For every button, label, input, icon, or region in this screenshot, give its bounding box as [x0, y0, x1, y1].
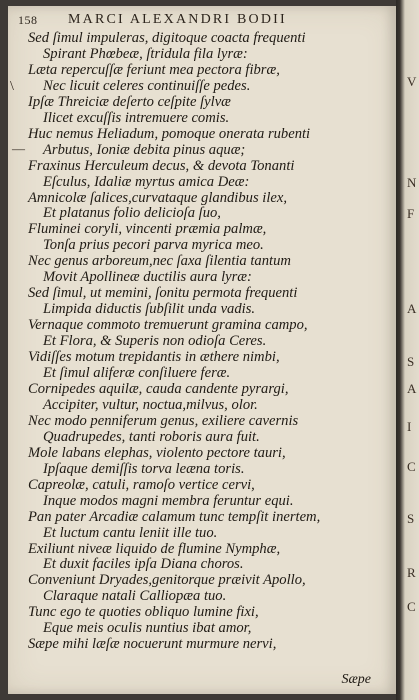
verse-line: Et platanus folio delicioſa ſuo,: [43, 205, 221, 222]
verse-line: Conveniunt Dryades,genitorque præivit Apollo,: [28, 572, 306, 589]
verse-line: Eſculus, Idaliæ myrtus amica Deæ:: [43, 173, 250, 190]
verse-line: Nec modo penniferum genus, exiliere cavernis: [28, 412, 299, 429]
verse-line: Fluminei coryli, vincenti præmia palmæ,: [28, 221, 267, 238]
facing-page-letter: C: [407, 599, 416, 614]
facing-page-gutter: [396, 0, 419, 700]
verse-line: Sed ſimul impuleras, digitoque coacta frequenti: [28, 30, 306, 46]
verse-line: Eque meis oculis nuntius ibat amor,: [43, 620, 252, 637]
verse-line: Pan pater Arcadiæ calamum tunc tempſit inertem,: [28, 508, 321, 525]
verse-line: Et ſimul aliferæ conſiluere feræ.: [43, 365, 231, 382]
verse-line: Movit Apollineæ ductilis aura lyræ:: [43, 269, 252, 286]
facing-page-letter: I: [407, 419, 412, 434]
verse-line: Læta repercuſſæ feriunt mea pectora fibræ,: [28, 61, 280, 78]
margin-mark: —: [12, 141, 25, 156]
running-title: MARCI ALEXANDRI BODII: [68, 12, 287, 27]
verse-line: Spirant Phœbeæ, ſtridula fila lyræ:: [43, 45, 248, 62]
verse-line: Tunc ego te quoties obliquo lumine fixi,: [28, 604, 259, 621]
verse-line: Nec genus arboreum,nec ſaxa ſilentia tantum: [28, 253, 291, 270]
facing-page-letter: S: [407, 511, 415, 526]
verse-line: Et luctum cantu leniit ille tuo.: [43, 524, 218, 541]
book-page: [8, 6, 396, 694]
verse-line: Huc nemus Heliadum, pomoque onerata rubenti: [28, 125, 311, 142]
verse-line: Inque modos magni membra feruntur equi.: [43, 492, 294, 509]
verse-line: Capreolæ, catuli, ramoſo vertice cervi,: [28, 476, 255, 493]
verse-line: Quadrupedes, tanti roboris aura fuit.: [43, 428, 260, 445]
verse-line: Exiliunt niveæ liquido de flumine Nymphæ,: [28, 540, 281, 557]
verse-line: Accipiter, vultur, noctua,milvus, olor.: [43, 396, 258, 413]
facing-page-letter: C: [407, 459, 416, 474]
poem-text: [28, 31, 388, 653]
catchword: Sæpe: [341, 672, 371, 687]
verse-line: Limpida diductis ſubſilit unda vadis.: [43, 301, 256, 318]
verse-line: Cornipedes aquilæ, cauda candente pyrargi,: [28, 380, 289, 397]
page-number: 158: [18, 13, 38, 27]
verse-line: Tonſa prius pecori parva myrica meo.: [43, 237, 264, 254]
facing-page-letter: V: [407, 74, 417, 89]
verse-line: Amnicolæ ſalices,curvataque glandibus ilex,: [28, 189, 287, 206]
verse-line: Ilicet excuſſis intremuere comis.: [43, 109, 230, 126]
verse-line: Ipſæ Threiciæ deſerto ceſpite ſylvæ: [28, 93, 231, 110]
verse-line: Fraxinus Herculeum decus, & devota Tonanti: [28, 157, 295, 174]
verse-line: Vidiſſes motum trepidantis in æthere nimbi,: [28, 349, 280, 366]
facing-page-letter: S: [407, 354, 415, 369]
verse-line: Sæpe mihi læſæ nocuerunt murmure nervi,: [28, 636, 277, 653]
verse-line: Claraque natali Calliopæa tuo.: [43, 588, 227, 605]
facing-page-letter: A: [407, 301, 417, 316]
facing-page-letter: N: [407, 175, 417, 190]
verse-line: Sed ſimul, ut memini, ſonitu permota frequenti: [28, 285, 298, 302]
facing-page-letter: R: [407, 565, 416, 580]
verse-line: Ipſaque demiſſis torva leæna toris.: [43, 460, 245, 477]
verse-line: Et Flora, & Superis non odioſa Ceres.: [43, 333, 267, 350]
facing-page-letter: F: [407, 206, 415, 221]
margin-mark: \: [10, 79, 14, 94]
verse-line: Mole labans elephas, violento pectore tauri,: [28, 444, 286, 461]
verse-line: Et duxit faciles ipſa Diana choros.: [43, 556, 244, 573]
verse-line: Nec licuit celeres continuiſſe pedes.: [43, 77, 251, 94]
facing-page-letter: A: [407, 381, 417, 396]
verse-line: Arbutus, Ioniæ debita pinus aquæ;: [43, 141, 246, 158]
verse-line: Vernaque commoto tremuerunt gramina campo,: [28, 317, 308, 334]
